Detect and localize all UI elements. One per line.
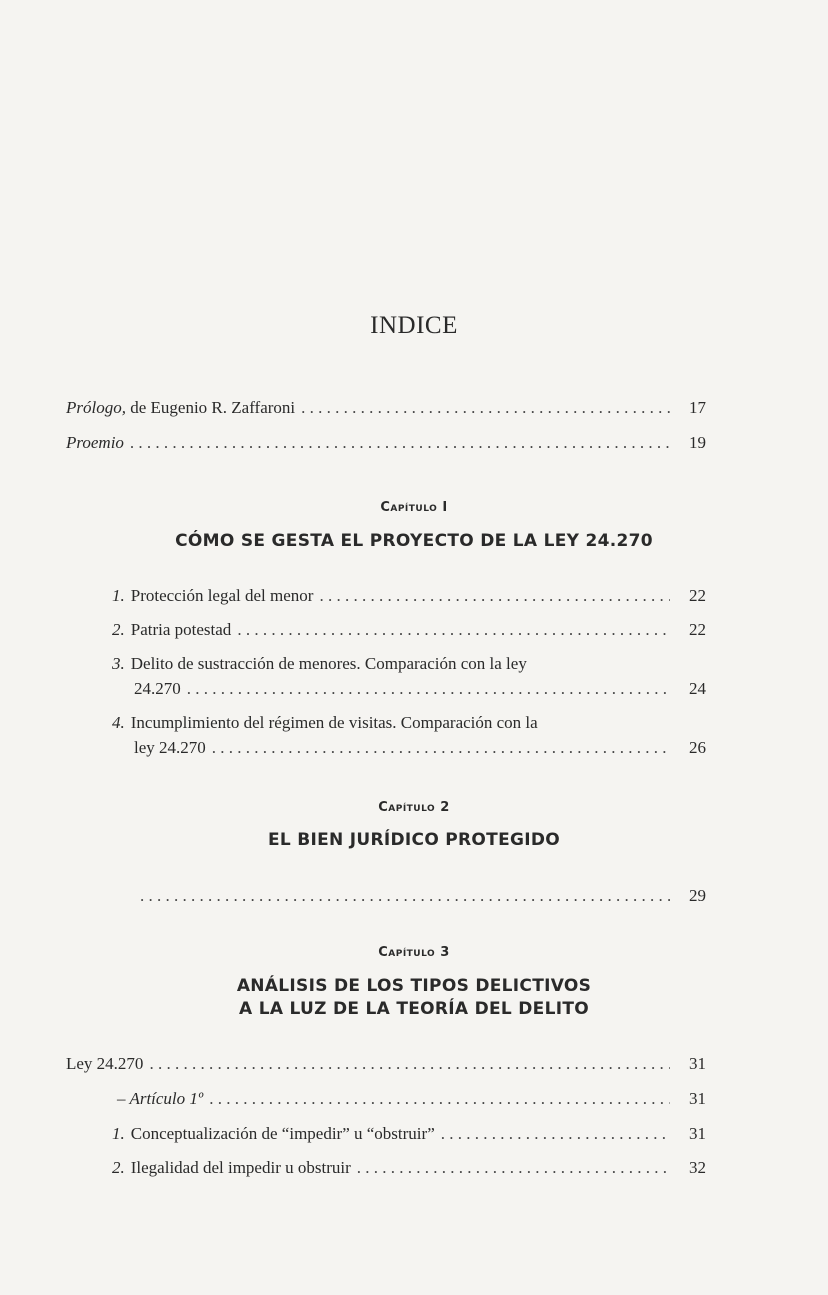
page-number: 22: [689, 620, 706, 639]
entry-label: Proemio: [66, 433, 124, 452]
leader-dots: [149, 1054, 670, 1074]
page-number: 22: [689, 586, 706, 605]
toc-entry: 1. Protección legal del menor . . . 22: [112, 586, 706, 606]
toc-entry-chapter-2: [134, 886, 706, 906]
toc-entry-continuation: 24.270 . . . 24: [134, 679, 706, 699]
page-number: 19: [689, 433, 706, 452]
chapter-title-3-line-1: ANÁLISIS DE LOS TIPOS DELICTIVOS: [236, 976, 592, 996]
chapter-title-3-line-2: A LA LUZ DE LA TEORÍA DEL DELITO: [239, 999, 589, 1019]
chapter-heading-3: Capítulo 3: [378, 945, 450, 960]
leader-dots: [130, 433, 670, 453]
toc-entry-line: 3. Delito de sustracción de menores. Comparación con la ley: [112, 654, 527, 673]
toc-entry: – Artículo 1º . . . 31: [117, 1089, 706, 1109]
leader-dots: [187, 679, 670, 699]
toc-entry: 2. Ilegalidad del impedir u obstruir . . . 32: [112, 1158, 706, 1178]
page-number: 31: [689, 1054, 706, 1073]
leader-dots: [319, 586, 670, 606]
page-number: 29: [689, 886, 706, 905]
toc-entry-continuation: ley 24.270 . . . 26: [134, 738, 706, 758]
toc-entry: 2. Patria potestad . . . 22: [112, 620, 706, 640]
leader-dots: [301, 398, 670, 418]
leader-dots: [357, 1158, 670, 1178]
toc-entry-line: 4. Incumplimiento del régimen de visitas. Comparación con la: [112, 713, 538, 732]
page-number: 32: [689, 1158, 706, 1177]
chapter-heading-1: Capítulo I: [380, 500, 448, 515]
page-title: INDICE: [370, 312, 458, 339]
leader-dots: [140, 886, 670, 906]
chapter-title-2: EL BIEN JURÍDICO PROTEGIDO: [267, 830, 561, 850]
toc-entry: Ley 24.270 . . . 31: [66, 1054, 706, 1074]
page-number: 31: [689, 1089, 706, 1108]
page-number: 17: [689, 398, 706, 417]
entry-author: de Eugenio R. Zaffaroni: [125, 398, 296, 417]
toc-entry-proemio: [66, 433, 706, 453]
leader-dots: [441, 1124, 670, 1144]
page-number: 26: [689, 738, 706, 757]
toc-entry-prologo: [66, 398, 706, 418]
entry-label: Prólogo,: [66, 398, 126, 417]
chapter-title-1: CÓMO SE GESTA EL PROYECTO DE LA LEY 24.270: [175, 531, 653, 551]
leader-dots: [209, 1089, 670, 1109]
leader-dots: [237, 620, 670, 640]
leader-dots: [212, 738, 670, 758]
toc-entry: 1. Conceptualización de “impedir” u “obstruir” . . . 31: [112, 1124, 706, 1144]
page-number: 31: [689, 1124, 706, 1143]
chapter-heading-2: Capítulo 2: [378, 800, 450, 815]
page-number: 24: [689, 679, 706, 698]
